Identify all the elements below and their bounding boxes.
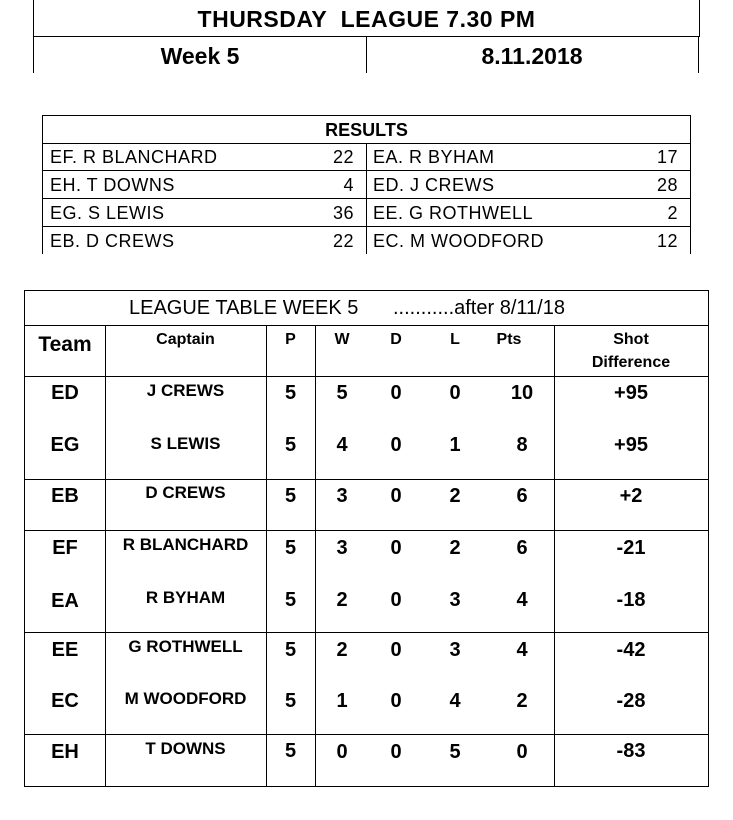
away-team-name: EA. R BYHAM bbox=[373, 147, 495, 167]
shot-difference: -83 bbox=[616, 740, 646, 762]
shot-difference: +95 bbox=[614, 434, 648, 456]
shot-difference: -42 bbox=[616, 639, 646, 661]
lost: 1 bbox=[449, 434, 461, 456]
points: 4 bbox=[516, 639, 528, 661]
won: 4 bbox=[336, 434, 348, 456]
result-row bbox=[42, 171, 691, 199]
result-row bbox=[42, 199, 691, 227]
week-label: Week 5 bbox=[33, 37, 367, 73]
home-score: 36 bbox=[332, 203, 354, 223]
result-row bbox=[42, 227, 691, 255]
lost: 4 bbox=[449, 690, 461, 712]
drawn: 0 bbox=[390, 741, 402, 763]
played: 5 bbox=[284, 589, 297, 611]
lost: 3 bbox=[449, 639, 461, 661]
shot-difference: -18 bbox=[616, 589, 646, 611]
away-score: 17 bbox=[656, 147, 678, 167]
grid-line bbox=[25, 530, 708, 531]
team-code: ED bbox=[51, 382, 79, 404]
result-away bbox=[366, 171, 691, 199]
points: 0 bbox=[516, 741, 528, 763]
team-code: EG bbox=[50, 434, 80, 456]
col-header-drawn: D bbox=[390, 331, 402, 348]
played: 5 bbox=[284, 382, 297, 404]
result-away bbox=[366, 227, 691, 254]
points: 10 bbox=[510, 382, 534, 404]
grid-line bbox=[25, 632, 708, 633]
played: 5 bbox=[284, 740, 297, 762]
played: 5 bbox=[284, 639, 297, 661]
away-team-name: EC. M WOODFORD bbox=[373, 231, 544, 251]
result-away bbox=[366, 143, 691, 171]
league-table-subtitle: ...........after 8/11/18 bbox=[393, 297, 565, 319]
league-title: THURSDAY LEAGUE 7.30 PM bbox=[33, 0, 700, 37]
lost: 2 bbox=[449, 537, 461, 559]
won: 2 bbox=[336, 589, 348, 611]
date-label: 8.11.2018 bbox=[366, 37, 699, 73]
drawn: 0 bbox=[390, 690, 402, 712]
points: 4 bbox=[516, 589, 528, 611]
results-title: RESULTS bbox=[42, 115, 691, 144]
played: 5 bbox=[284, 690, 297, 712]
points: 8 bbox=[516, 434, 528, 456]
col-header-captain: Captain bbox=[156, 331, 215, 348]
header-box bbox=[33, 0, 700, 73]
home-score: 4 bbox=[343, 175, 354, 195]
captain-name: S LEWIS bbox=[150, 434, 221, 453]
team-code: EH bbox=[51, 741, 79, 763]
drawn: 0 bbox=[390, 589, 402, 611]
points: 6 bbox=[516, 537, 528, 559]
won: 5 bbox=[336, 382, 348, 404]
result-home bbox=[42, 143, 367, 171]
home-score: 22 bbox=[332, 231, 354, 251]
col-header-team: Team bbox=[38, 333, 92, 356]
captain-name: J CREWS bbox=[146, 381, 225, 400]
league-table-heading: LEAGUE TABLE WEEK 5 bbox=[129, 297, 359, 319]
won: 0 bbox=[336, 741, 348, 763]
league-table-title bbox=[25, 291, 708, 326]
played: 5 bbox=[284, 485, 297, 507]
away-score: 2 bbox=[667, 203, 678, 223]
played: 5 bbox=[284, 537, 297, 559]
drawn: 0 bbox=[390, 485, 402, 507]
away-team-name: EE. G ROTHWELL bbox=[373, 203, 534, 223]
captain-name: R BLANCHARD bbox=[122, 535, 249, 554]
shot-difference: -28 bbox=[616, 690, 646, 712]
home-team-name: EF. R BLANCHARD bbox=[50, 147, 218, 167]
week-date-row bbox=[33, 37, 700, 73]
won: 2 bbox=[336, 639, 348, 661]
result-away bbox=[366, 199, 691, 227]
grid-line bbox=[25, 479, 708, 480]
played: 5 bbox=[284, 434, 297, 456]
col-header-difference: Difference bbox=[591, 354, 671, 371]
col-header-won: W bbox=[334, 331, 350, 348]
lost: 0 bbox=[449, 382, 461, 404]
grid-line bbox=[25, 376, 708, 377]
col-header-played: P bbox=[285, 331, 296, 348]
result-home bbox=[42, 199, 367, 227]
home-team-name: EB. D CREWS bbox=[50, 231, 175, 251]
shot-difference: +2 bbox=[619, 485, 643, 507]
shot-difference: -21 bbox=[616, 537, 646, 559]
col-header-points: Pts bbox=[496, 331, 522, 348]
drawn: 0 bbox=[390, 639, 402, 661]
grid-line bbox=[315, 326, 316, 786]
grid-line bbox=[25, 734, 708, 735]
team-code: EA bbox=[51, 590, 79, 612]
result-home bbox=[42, 171, 367, 199]
drawn: 0 bbox=[390, 382, 402, 404]
home-score: 22 bbox=[332, 147, 354, 167]
captain-name: R BYHAM bbox=[145, 588, 226, 607]
results-box bbox=[42, 115, 691, 255]
results-body bbox=[42, 143, 691, 255]
home-team-name: EH. T DOWNS bbox=[50, 175, 175, 195]
captain-name: D CREWS bbox=[145, 483, 226, 502]
away-team-name: ED. J CREWS bbox=[373, 175, 495, 195]
team-code: EE bbox=[51, 639, 79, 661]
drawn: 0 bbox=[390, 434, 402, 456]
captain-name: T DOWNS bbox=[145, 739, 226, 758]
home-team-name: EG. S LEWIS bbox=[50, 203, 165, 223]
shot-difference: +95 bbox=[614, 382, 648, 404]
league-table bbox=[24, 290, 709, 787]
result-home bbox=[42, 227, 367, 254]
col-header-shot: Shot bbox=[613, 331, 649, 348]
won: 3 bbox=[336, 485, 348, 507]
away-score: 28 bbox=[656, 175, 678, 195]
col-header-lost: L bbox=[450, 331, 460, 348]
won: 1 bbox=[336, 690, 348, 712]
lost: 3 bbox=[449, 589, 461, 611]
drawn: 0 bbox=[390, 537, 402, 559]
points: 6 bbox=[516, 485, 528, 507]
won: 3 bbox=[336, 537, 348, 559]
captain-name: M WOODFORD bbox=[124, 689, 247, 708]
captain-name: G ROTHWELL bbox=[128, 637, 243, 656]
team-code: EC bbox=[51, 690, 79, 712]
away-score: 12 bbox=[656, 231, 678, 251]
result-row bbox=[42, 143, 691, 171]
team-code: EF bbox=[52, 537, 78, 559]
lost: 2 bbox=[449, 485, 461, 507]
lost: 5 bbox=[449, 741, 461, 763]
team-code: EB bbox=[51, 485, 79, 507]
points: 2 bbox=[516, 690, 528, 712]
